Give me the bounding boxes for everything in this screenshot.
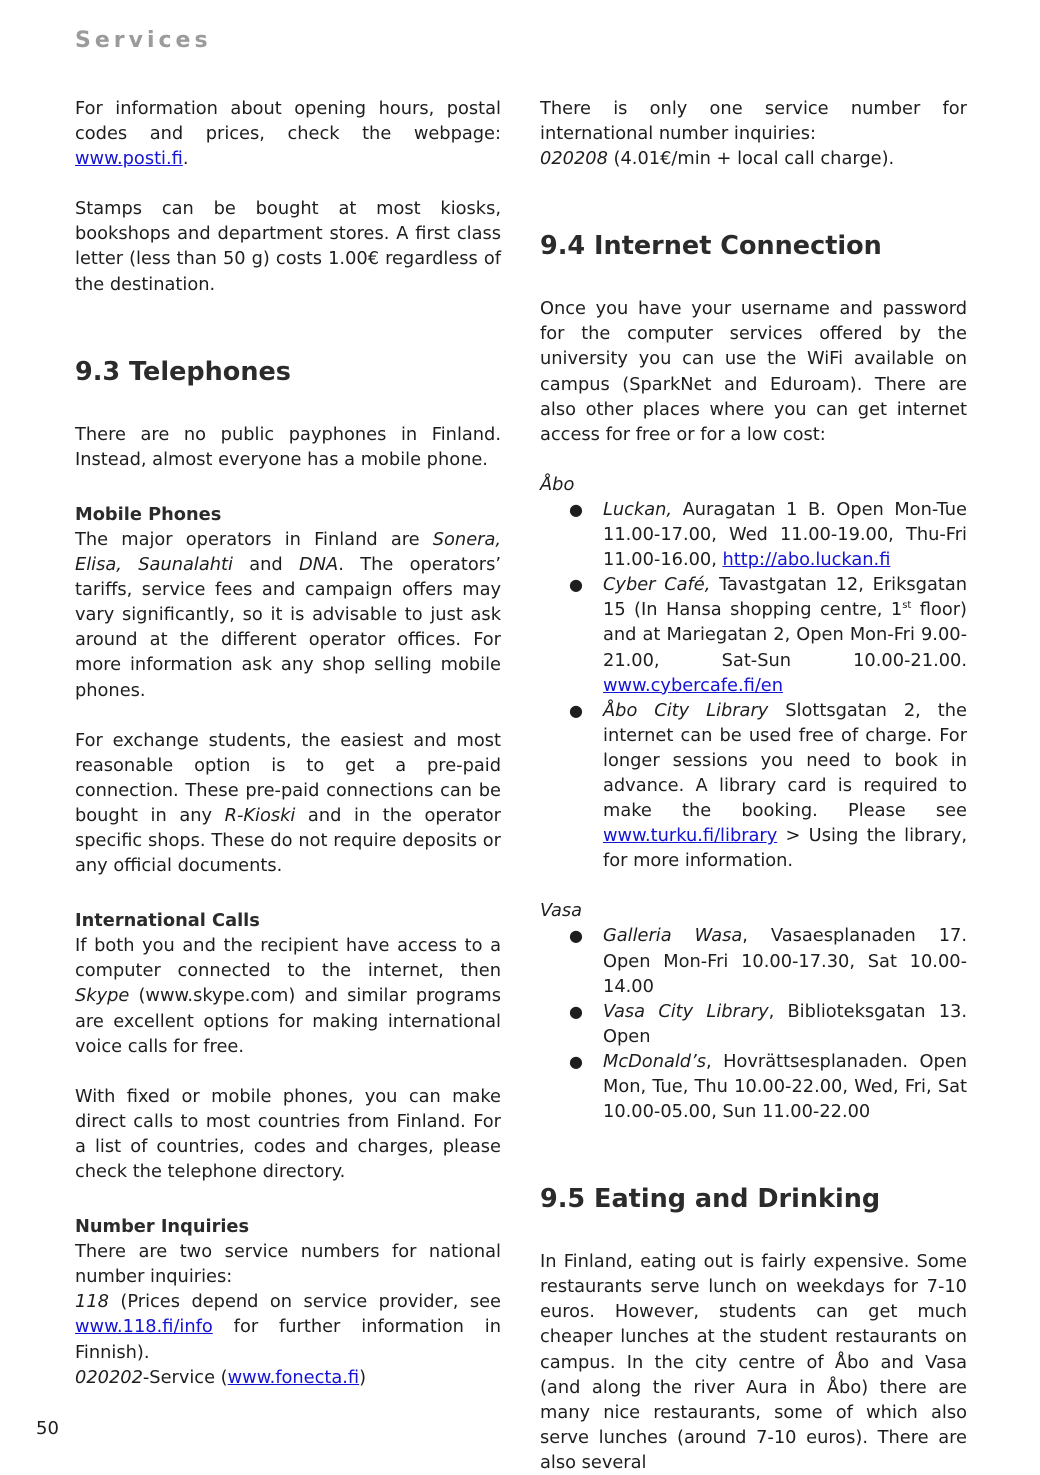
stamps-paragraph: Stamps can be bought at most kiosks, bookshops and department stores. A first class letter (less than 50 g) costs 1.00€ regardless of the destination. [75,198,501,295]
fonecta-link[interactable]: www.fonecta.fi [227,1366,360,1388]
posti-link[interactable]: www.posti.fi [75,148,183,170]
exchange-paragraph: For exchange students, the easiest and most reasonable option is to get a pre-paid connection. These pre-paid connections can be bought in any R-Kioski and in the operator specific shops. These do not require deposits or any official documents. [75,729,501,877]
bullet-icon: ● [569,1051,583,1071]
section-header: Services [75,28,212,53]
bullet-icon: ● [569,926,583,946]
list-item: ● Vasa City Library, Biblioteksgatan 13. Open [569,1000,967,1047]
list-item: ● Cyber Café, Tavastgatan 12, Eriksgatan 15 (In Hansa shopping centre, 1st floor) and at Mariegatan 2, Open Mon-Fri 9.00-21.00, Sat-Sun 10.00-21.00. www.cybercafe.fi/en [569,574,967,696]
vasa-list [540,923,967,1124]
eating-heading: 9.5 Eating and Drinking [540,1184,881,1215]
mobile-phones-heading: Mobile Phones [75,503,222,525]
mobile-phones-paragraph: The major operators in Finland are Sonera, Elisa, Saunalahti and DNA. The operators’ tariffs, service fees and campaign offers may vary significantly, so it is advisable to just ask around at the different operator offices. For more information ask any shop selling mobile phones. [75,528,502,701]
list-item: ● McDonald’s, Hovrättsesplanaden. Open Mon, Tue, Thu 10.00-22.00, Wed, Fri, Sat 10.00-05.00, Sun 11.00-22.00 [569,1050,967,1123]
inquiry-020202: 020202-Service (www.fonecta.fi) [75,1366,367,1388]
library-link[interactable]: www.turku.fi/library [603,825,778,847]
internet-heading: 9.4 Internet Connection [540,231,882,262]
international-calls-paragraph: If both you and the recipient have access to a computer connected to the internet, then Skype (www.skype.com) and similar programs are excellent options for making international voice calls for free. [75,935,501,1057]
number-inquiries-heading: Number Inquiries [75,1216,250,1238]
post-info-paragraph: For information about opening hours, postal codes and prices, check the webpage: www.posti.fi. [75,98,501,170]
telephones-heading: 9.3 Telephones [75,356,291,387]
abo-list [540,497,967,873]
inquiry-020208: 020208 (4.01€/min + local call charge). [540,148,895,170]
bullet-icon: ● [569,499,583,519]
bullet-icon: ● [569,575,583,595]
right-column [540,96,967,1475]
list-item: ● Åbo City Library Slottsgatan 2, the internet can be used free of charge. For longer sessions you need to book in advance. A library card is required to make the booking. Please see www.turku.fi/library > Using the library, for more information. [569,699,967,872]
international-calls-heading: International Calls [75,910,260,932]
inquiries-intro: There are two service numbers for national number inquiries: [75,1241,501,1288]
fixed-phones-paragraph: With fixed or mobile phones, you can make direct calls to most countries from Finland. For a list of countries, codes and charges, please check the telephone directory. [75,1085,501,1182]
list-item: ● Galleria Wasa, Vasaesplanaden 17. Open Mon-Fri 10.00-17.30, Sat 10.00-14.00 [569,925,968,997]
page-number: 50 [36,1418,59,1439]
cybercafe-link[interactable]: www.cybercafe.fi/en [603,674,784,696]
vasa-label: Vasa [540,900,583,922]
luckan-link[interactable]: http://abo.luckan.fi [722,549,891,571]
inquiry-118: 118 (Prices depend on service provider, see www.118.fi/info for further information in Finnish). [75,1291,501,1363]
no-payphones-paragraph: There are no public payphones in Finland. Instead, almost everyone has a mobile phone. [75,423,501,470]
left-column [75,96,501,1390]
bullet-icon: ● [569,700,583,720]
intl-inquiry-paragraph: There is only one service number for international number inquiries: [540,98,967,145]
eating-paragraph: In Finland, eating out is fairly expensive. Some restaurants serve lunch on weekdays for 7-10 euros. However, students can get much cheaper lunches at the student restaurants on campus. In the city centre of Åbo and Vasa (and along the river Aura in Åbo) there are many nice restaurants, some of which also serve lunches (around 7-10 euros). There are also several [540,1251,967,1473]
list-item: ● Luckan, Auragatan 1 B. Open Mon-Tue 11.00-17.00, Wed 11.00-19.00, Thu-Fri 11.00-16.00, http://abo.luckan.fi [569,498,967,571]
bullet-icon: ● [569,1001,583,1021]
internet-paragraph: Once you have your username and password for the computer services offered by the university you can use the WiFi available on campus (SparkNet and Eduroam). There are also other places where you can get internet access for free or for a low cost: [540,298,967,445]
abo-label: Åbo [540,473,575,495]
link-118[interactable]: www.118.fi/info [75,1316,213,1338]
